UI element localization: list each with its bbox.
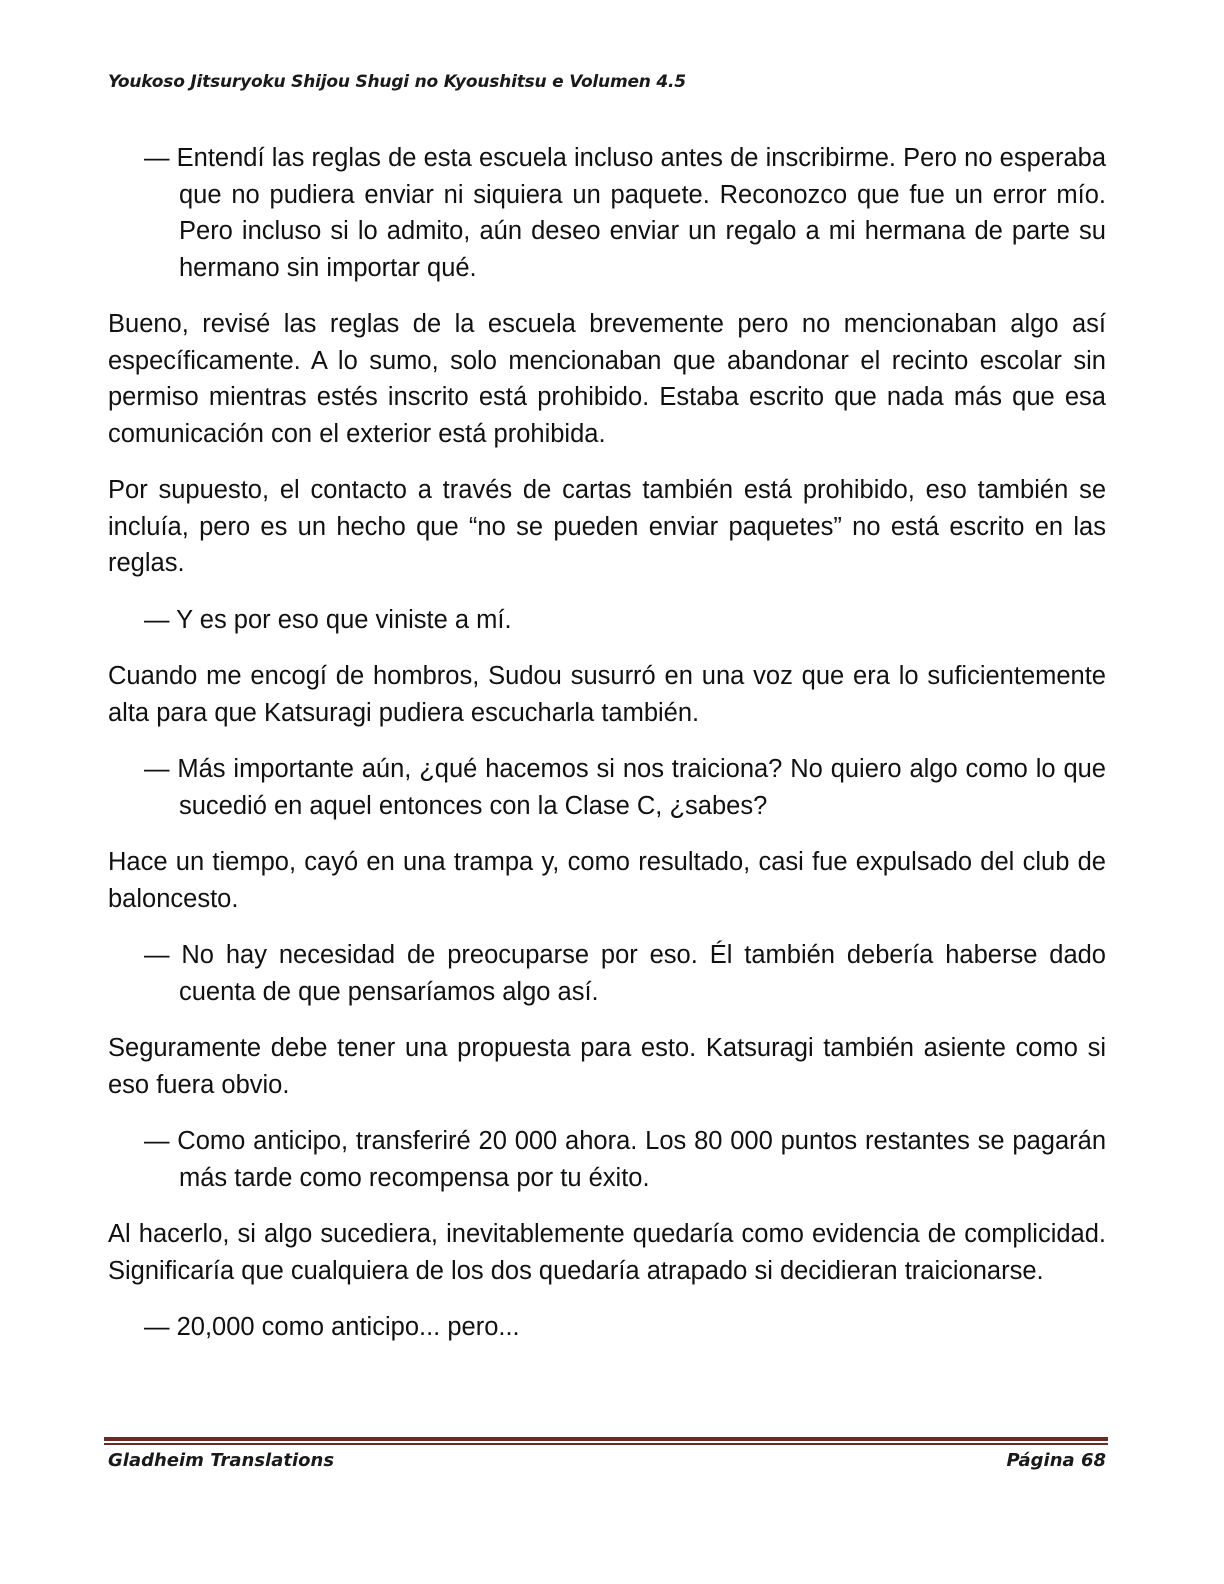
narration-paragraph: Seguramente debe tener una propuesta para esto. Katsuragi también asiente como si eso fuera obvio. [108, 1034, 1106, 1099]
footer-publisher: Gladheim Translations [108, 1450, 335, 1471]
footer-divider-thin [104, 1443, 1108, 1445]
dialogue-line: — Entendí las reglas de esta escuela incluso antes de inscribirme. Pero no esperaba que no pudiera enviar ni siquiera un paquete. Reconozco que fue un error mío. Pero incluso si lo admito, aún deseo enviar un regalo a mi hermana de parte su hermano sin importar qué. [144, 144, 1106, 282]
footer-divider-thick [104, 1437, 1108, 1441]
footer-page-number: Página 68 [1006, 1450, 1106, 1471]
narration-paragraph: Al hacerlo, si algo sucediera, inevitablemente quedaría como evidencia de complicidad. Significaría que cualquiera de los dos quedaría atrapado si decidieran traicionarse. [108, 1220, 1106, 1285]
page-body [108, 140, 1106, 1366]
dialogue-line: — No hay necesidad de preocuparse por eso. Él también debería haberse dado cuenta de que pensaríamos algo así. [144, 941, 1106, 1006]
dialogue-line: — 20,000 como anticipo... pero... [144, 1313, 520, 1341]
narration-paragraph: Por supuesto, el contacto a través de cartas también está prohibido, eso también se incluía, pero es un hecho que “no se pueden enviar paquetes” no está escrito en las reglas. [108, 476, 1106, 577]
dialogue-line: — Como anticipo, transferiré 20 000 ahora. Los 80 000 puntos restantes se pagarán más tarde como recompensa por tu éxito. [144, 1127, 1106, 1192]
narration-paragraph: Hace un tiempo, cayó en una trampa y, como resultado, casi fue expulsado del club de baloncesto. [108, 848, 1106, 913]
dialogue-line: — Más importante aún, ¿qué hacemos si nos traiciona? No quiero algo como lo que sucedió en aquel entonces con la Clase C, ¿sabes? [144, 755, 1106, 820]
narration-paragraph: Bueno, revisé las reglas de la escuela brevemente pero no mencionaban algo así específicamente. A lo sumo, solo mencionaban que abandonar el recinto escolar sin permiso mientras estés inscrito está prohibido. Estaba escrito que nada más que esa comunicación con el exterior está prohibida. [108, 310, 1106, 448]
page-header-title: Youkoso Jitsuryoku Shijou Shugi no Kyoushitsu e Volumen 4.5 [108, 72, 686, 92]
dialogue-line: — Y es por eso que viniste a mí. [144, 605, 512, 634]
narration-paragraph: Cuando me encogí de hombros, Sudou susurró en una voz que era lo suficientemente alta para que Katsuragi pudiera escucharla también. [108, 662, 1106, 727]
